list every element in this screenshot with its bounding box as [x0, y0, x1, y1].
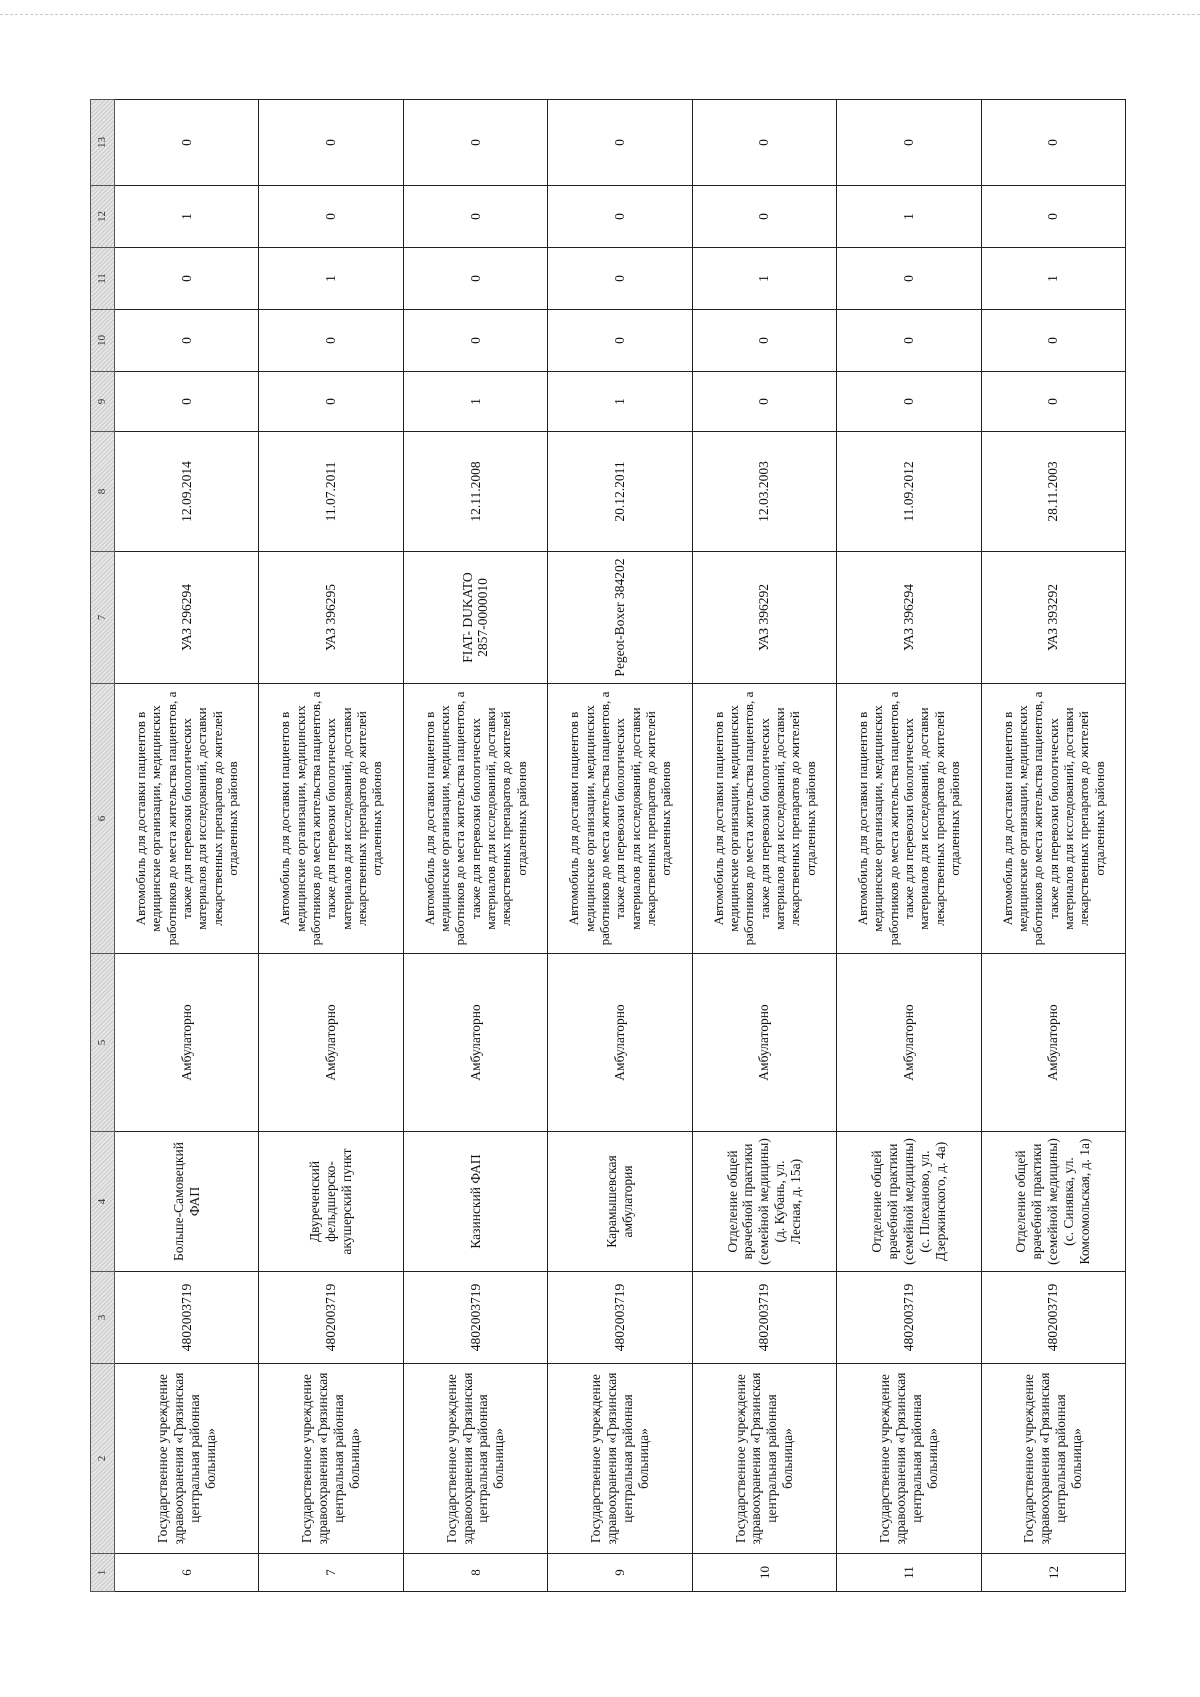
- column-number: 3: [91, 1272, 115, 1364]
- count-col-10: 0: [259, 310, 403, 372]
- care-mode: Амбулаторно: [403, 954, 547, 1132]
- registration-date: 12.09.2014: [114, 432, 258, 552]
- unit-name: Отделение общей врачебной практики (семейной медицины) (с. Плеханово, ул. Дзержинского, д. 4а): [837, 1132, 981, 1272]
- column-number: 11: [91, 248, 115, 310]
- organization-name: Государственное учреждение здравоохранения «Грязинская центральная районная больница»: [403, 1364, 547, 1554]
- vehicle-purpose: Автомобиль для доставки пациентов в медицинские организации, медицинских работников до места жительства пациентов, а также для перевозки биологических материалов для исследований, доставки лекарственных препаратов до жителей отдаленных районов: [548, 684, 692, 954]
- count-col-9: 0: [837, 372, 981, 432]
- rotated-sheet: [90, 100, 1126, 1592]
- table-row: [692, 100, 836, 1592]
- table-row: [259, 100, 403, 1592]
- count-col-13: 0: [692, 100, 836, 186]
- inn-code: 4802003719: [114, 1272, 258, 1364]
- count-col-11: 1: [692, 248, 836, 310]
- count-col-11: 1: [259, 248, 403, 310]
- registration-date: 20.12.2011: [548, 432, 692, 552]
- registration-date: 11.07.2011: [259, 432, 403, 552]
- vehicle-purpose: Автомобиль для доставки пациентов в медицинские организации, медицинских работников до места жительства пациентов, а также для перевозки биологических материалов для исследований, доставки лекарственных препаратов до жителей отдаленных районов: [981, 684, 1125, 954]
- inn-code: 4802003719: [692, 1272, 836, 1364]
- care-mode: Амбулаторно: [259, 954, 403, 1132]
- column-number: 1: [91, 1554, 115, 1592]
- count-col-13: 0: [403, 100, 547, 186]
- count-col-11: 0: [837, 248, 981, 310]
- vehicle-purpose: Автомобиль для доставки пациентов в медицинские организации, медицинских работников до места жительства пациентов, а также для перевозки биологических материалов для исследований, доставки лекарственных препаратов до жителей отдаленных районов: [837, 684, 981, 954]
- count-col-12: 0: [259, 186, 403, 248]
- table-row: [981, 100, 1125, 1592]
- column-number: 10: [91, 310, 115, 372]
- count-col-13: 0: [548, 100, 692, 186]
- column-number: 8: [91, 432, 115, 552]
- count-col-9: 0: [692, 372, 836, 432]
- column-number: 6: [91, 684, 115, 954]
- vehicle-register-table: [90, 99, 1126, 1592]
- care-mode: Амбулаторно: [114, 954, 258, 1132]
- column-number: 7: [91, 552, 115, 684]
- count-col-12: 1: [837, 186, 981, 248]
- vehicle-purpose: Автомобиль для доставки пациентов в медицинские организации, медицинских работников до места жительства пациентов, а также для перевозки биологических материалов для исследований, доставки лекарственных препаратов до жителей отдаленных районов: [259, 684, 403, 954]
- count-col-10: 0: [981, 310, 1125, 372]
- row-number: 7: [259, 1554, 403, 1592]
- row-number: 9: [548, 1554, 692, 1592]
- column-number: 9: [91, 372, 115, 432]
- organization-name: Государственное учреждение здравоохранения «Грязинская центральная районная больница»: [692, 1364, 836, 1554]
- vehicle-model: УАЗ 296294: [114, 552, 258, 684]
- count-col-12: 1: [114, 186, 258, 248]
- care-mode: Амбулаторно: [837, 954, 981, 1132]
- count-col-12: 0: [548, 186, 692, 248]
- count-col-11: 1: [981, 248, 1125, 310]
- care-mode: Амбулаторно: [981, 954, 1125, 1132]
- inn-code: 4802003719: [403, 1272, 547, 1364]
- vehicle-purpose: Автомобиль для доставки пациентов в медицинские организации, медицинских работников до места жительства пациентов, а также для перевозки биологических материалов для исследований, доставки лекарственных препаратов до жителей отдаленных районов: [403, 684, 547, 954]
- table-row: [837, 100, 981, 1592]
- inn-code: 4802003719: [837, 1272, 981, 1364]
- vehicle-purpose: Автомобиль для доставки пациентов в медицинские организации, медицинских работников до места жительства пациентов, а также для перевозки биологических материалов для исследований, доставки лекарственных препаратов до жителей отдаленных районов: [692, 684, 836, 954]
- vehicle-model: Pegeot-Boxer 384202: [548, 552, 692, 684]
- column-number: 13: [91, 100, 115, 186]
- page-top-rule: [0, 14, 1200, 15]
- inn-code: 4802003719: [548, 1272, 692, 1364]
- organization-name: Государственное учреждение здравоохранения «Грязинская центральная районная больница»: [548, 1364, 692, 1554]
- table-row: [548, 100, 692, 1592]
- table-row: [114, 100, 258, 1592]
- unit-name: Больше-Самовецкий ФАП: [114, 1132, 258, 1272]
- unit-name: Казинский ФАП: [403, 1132, 547, 1272]
- count-col-11: 0: [548, 248, 692, 310]
- row-number: 11: [837, 1554, 981, 1592]
- count-col-12: 0: [981, 186, 1125, 248]
- unit-name: Двуреченский фельдшерско-акушерский пункт: [259, 1132, 403, 1272]
- row-number: 8: [403, 1554, 547, 1592]
- care-mode: Амбулаторно: [548, 954, 692, 1132]
- registration-date: 28.11.2003: [981, 432, 1125, 552]
- column-number: 12: [91, 186, 115, 248]
- count-col-13: 0: [114, 100, 258, 186]
- count-col-12: 0: [692, 186, 836, 248]
- vehicle-model: УАЗ 396295: [259, 552, 403, 684]
- unit-name: Карамышевская амбулатория: [548, 1132, 692, 1272]
- organization-name: Государственное учреждение здравоохранения «Грязинская центральная районная больница»: [837, 1364, 981, 1554]
- vehicle-model: УАЗ 396294: [837, 552, 981, 684]
- column-number-row: [91, 100, 115, 1592]
- count-col-9: 0: [114, 372, 258, 432]
- unit-name: Отделение общей врачебной практики (семейной медицины) (с. Синявка, ул. Комсомольская, д. 1а): [981, 1132, 1125, 1272]
- count-col-13: 0: [981, 100, 1125, 186]
- vehicle-model: FIAT- DUKATO 2857-0000010: [403, 552, 547, 684]
- count-col-10: 0: [548, 310, 692, 372]
- row-number: 12: [981, 1554, 1125, 1592]
- care-mode: Амбулаторно: [692, 954, 836, 1132]
- registration-date: 12.11.2008: [403, 432, 547, 552]
- count-col-9: 0: [981, 372, 1125, 432]
- vehicle-model: УАЗ 396292: [692, 552, 836, 684]
- count-col-13: 0: [837, 100, 981, 186]
- row-number: 10: [692, 1554, 836, 1592]
- count-col-11: 0: [403, 248, 547, 310]
- count-col-9: 1: [548, 372, 692, 432]
- vehicle-purpose: Автомобиль для доставки пациентов в медицинские организации, медицинских работников до места жительства пациентов, а также для перевозки биологических материалов для исследований, доставки лекарственных препаратов до жителей отдаленных районов: [114, 684, 258, 954]
- count-col-10: 0: [837, 310, 981, 372]
- count-col-11: 0: [114, 248, 258, 310]
- count-col-9: 1: [403, 372, 547, 432]
- count-col-10: 0: [403, 310, 547, 372]
- registration-date: 12.03.2003: [692, 432, 836, 552]
- inn-code: 4802003719: [981, 1272, 1125, 1364]
- count-col-13: 0: [259, 100, 403, 186]
- vehicle-model: УАЗ 393292: [981, 552, 1125, 684]
- row-number: 6: [114, 1554, 258, 1592]
- column-number: 2: [91, 1364, 115, 1554]
- count-col-12: 0: [403, 186, 547, 248]
- inn-code: 4802003719: [259, 1272, 403, 1364]
- organization-name: Государственное учреждение здравоохранения «Грязинская центральная районная больница»: [981, 1364, 1125, 1554]
- organization-name: Государственное учреждение здравоохранения «Грязинская центральная районная больница»: [114, 1364, 258, 1554]
- table-row: [403, 100, 547, 1592]
- unit-name: Отделение общей врачебной практики (семейной медицины) (д. Кубань, ул. Лесная, д. 15а): [692, 1132, 836, 1272]
- registration-date: 11.09.2012: [837, 432, 981, 552]
- column-number: 4: [91, 1132, 115, 1272]
- organization-name: Государственное учреждение здравоохранения «Грязинская центральная районная больница»: [259, 1364, 403, 1554]
- count-col-9: 0: [259, 372, 403, 432]
- column-number: 5: [91, 954, 115, 1132]
- count-col-10: 0: [114, 310, 258, 372]
- count-col-10: 0: [692, 310, 836, 372]
